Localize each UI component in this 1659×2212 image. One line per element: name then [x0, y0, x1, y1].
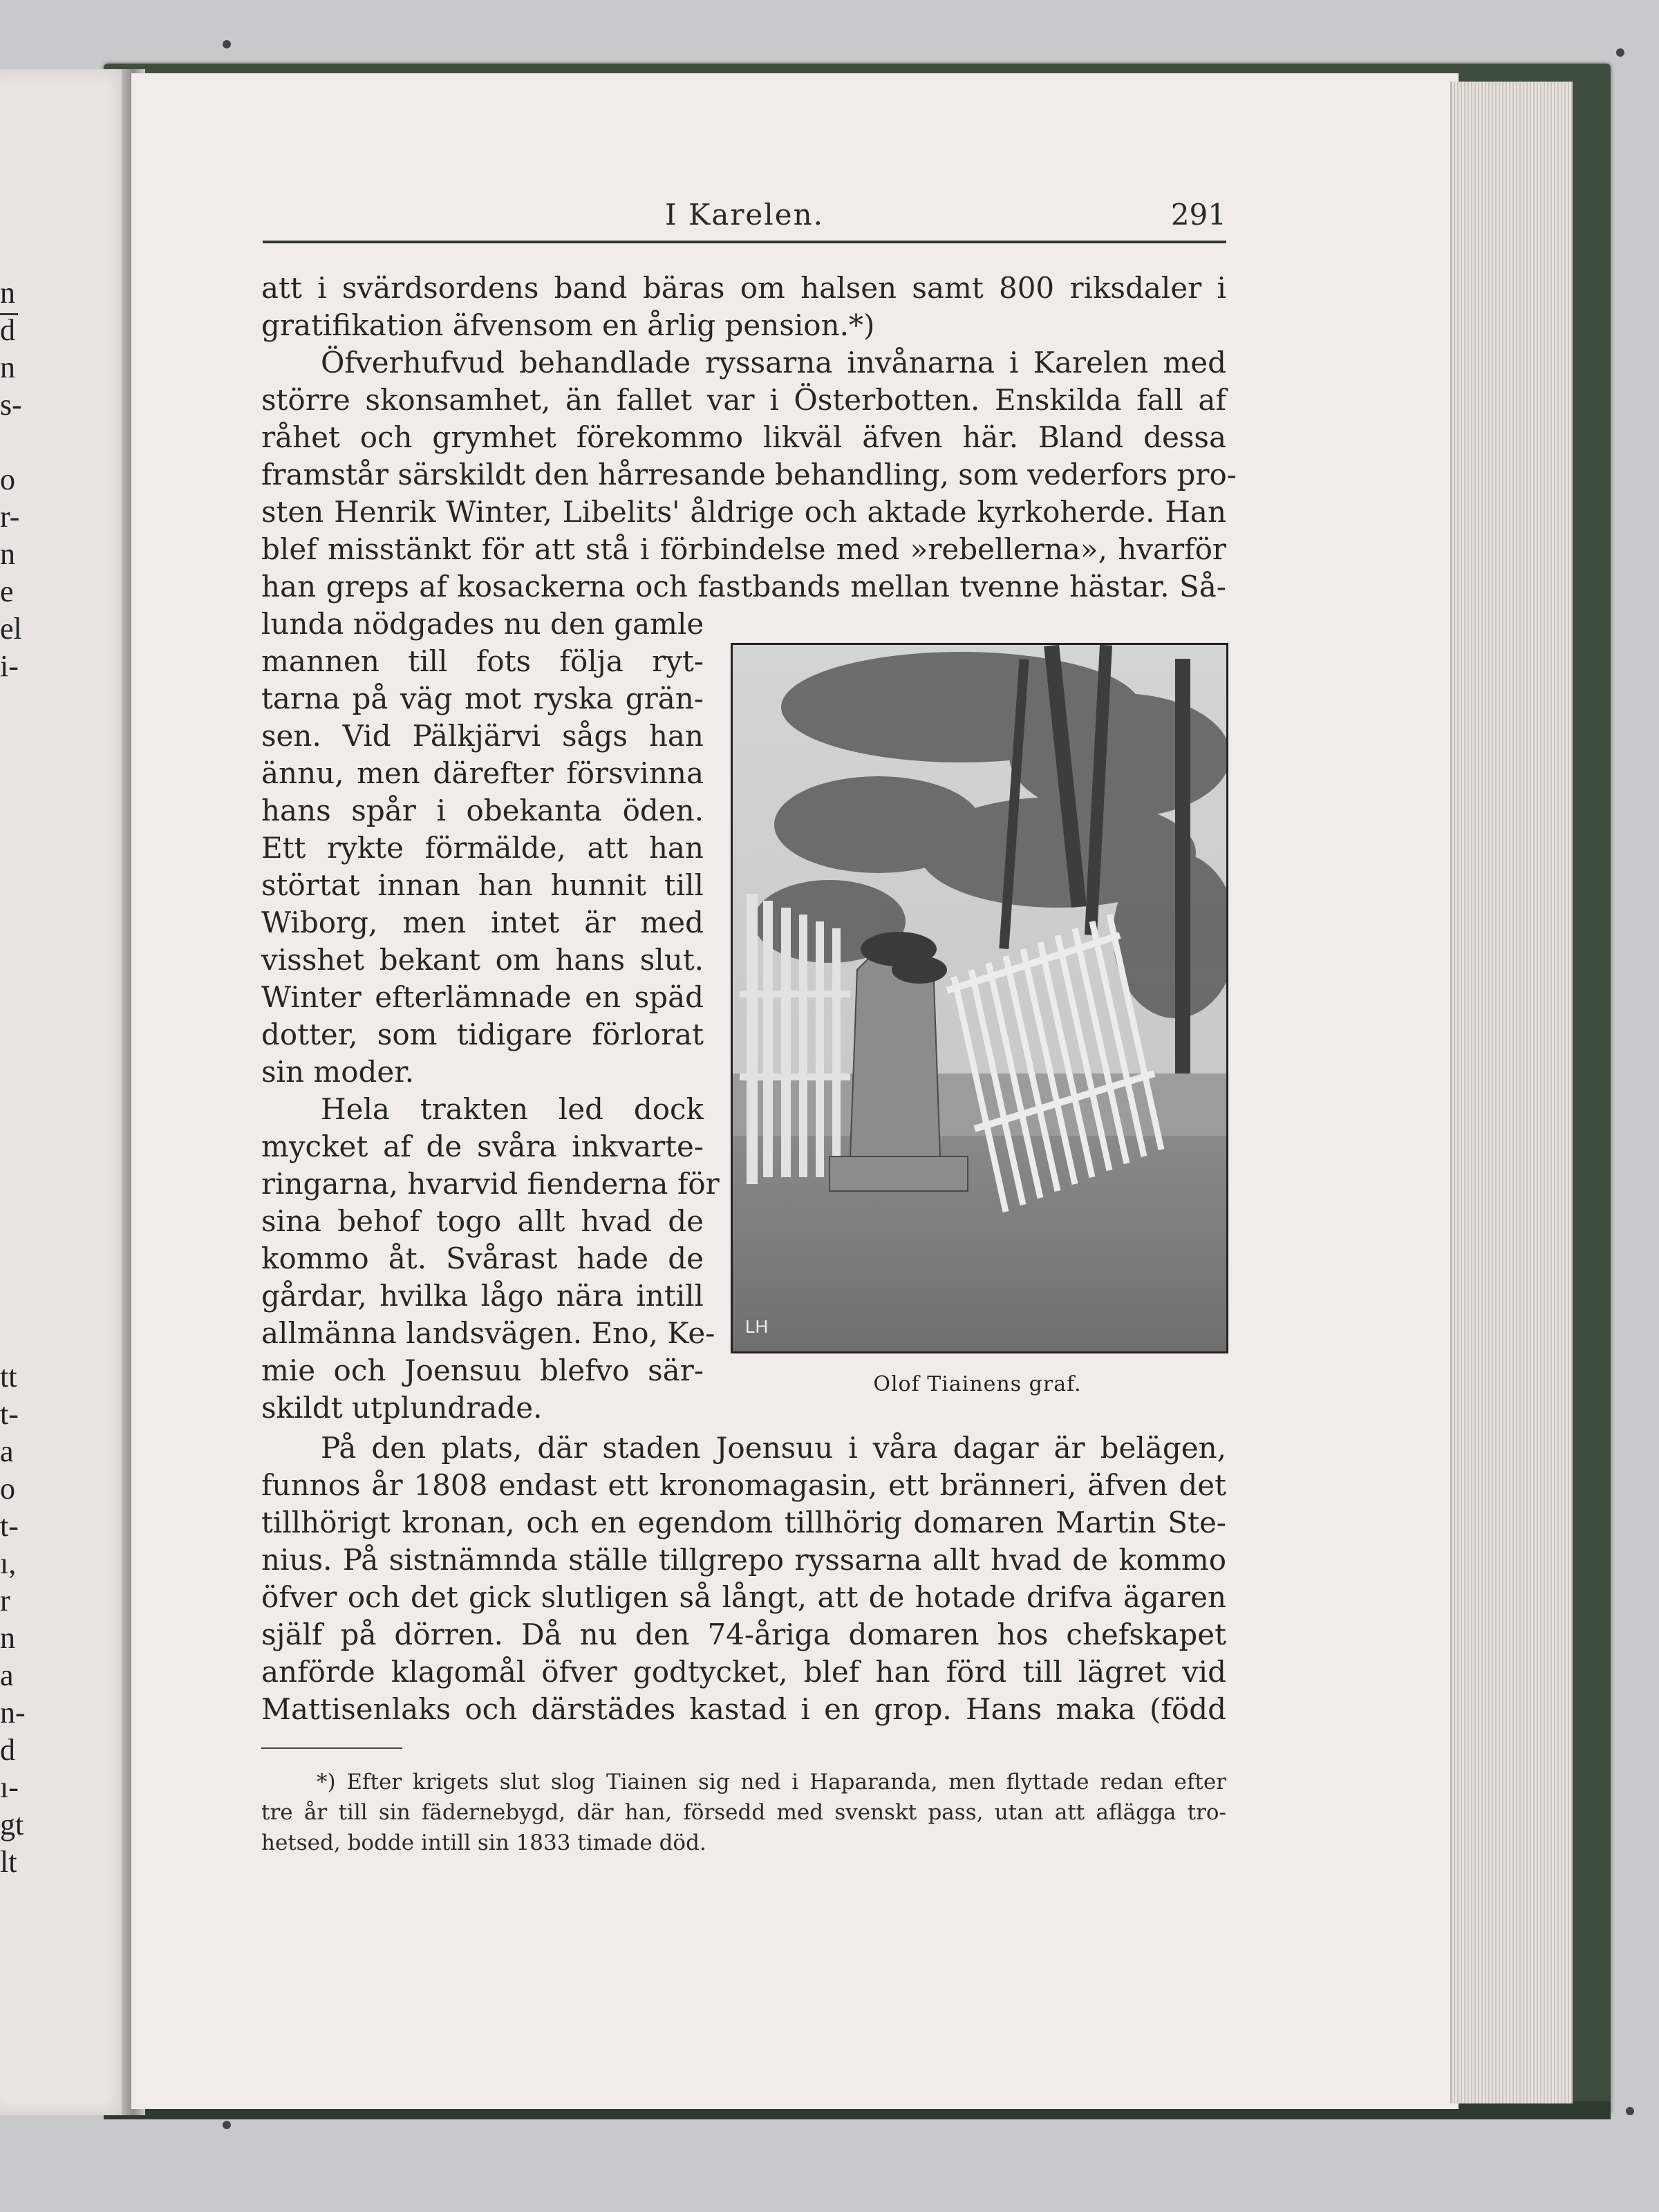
wrap-line: mannen till fots följa ryt-: [261, 644, 704, 678]
wrap-line: Ett rykte förmälde, att han: [261, 831, 704, 865]
left-page-fragment: el: [0, 612, 22, 646]
left-page-fragment: o: [0, 462, 15, 496]
page-number: 291: [1170, 198, 1226, 232]
body-line: större skonsamhet, än fallet var i Österbotten. Enskilda fall af: [261, 383, 1226, 417]
wrap-line: allmänna landsvägen. Eno, Ke-: [261, 1316, 715, 1350]
body-line: anförde klagomål öfver godtycket, blef han förd till lägret vid: [261, 1655, 1226, 1689]
footnote-rule: [261, 1747, 402, 1749]
wrap-line: hans spår i obekanta öden.: [261, 794, 704, 827]
left-page-fragment: tt: [0, 1360, 17, 1394]
body-line: öfver och det gick slutligen så långt, att de hotade drifva ägaren: [261, 1580, 1226, 1614]
left-page-fragment: n: [0, 1621, 15, 1655]
body-line: att i svärdsordens band bäras om halsen samt 800 riksdaler i: [261, 271, 1226, 305]
left-page-fragment: ı,: [0, 1546, 17, 1580]
pin-marker: [223, 40, 231, 48]
wrap-line: mie och Joensuu blefvo sär-: [261, 1353, 704, 1387]
running-header: [263, 198, 1226, 236]
body-line: funnos år 1808 endast ett kronomagasin, ett bränneri, äfven det: [261, 1468, 1226, 1502]
wrap-line: Wiborg, men intet är med: [261, 906, 704, 939]
body-line: gratifikation äfvensom en årlig pension.*): [261, 308, 875, 342]
left-page-fragment: t-: [0, 1509, 19, 1543]
wrap-line: ännu, men därefter försvinna: [261, 756, 704, 790]
left-page-fragment: o: [0, 1472, 15, 1506]
left-page-fragment: a: [0, 1658, 14, 1692]
wrap-line: Winter efterlämnade en späd: [261, 980, 704, 1014]
body-line: Öfverhufvud behandlade ryssarna invånarna i Karelen med: [321, 346, 1226, 379]
left-page-fragment: e: [0, 574, 14, 608]
left-page-fragment: gt: [0, 1808, 24, 1841]
body-line: Mattisenlaks och därstädes kastad i en grop. Hans maka (född: [261, 1692, 1226, 1726]
photo-monogram: LH: [745, 1316, 769, 1337]
left-page-fragment: t-: [0, 1397, 19, 1431]
pin-marker: [1616, 48, 1624, 57]
left-page-fragment: s-: [0, 388, 22, 422]
wrap-line: störtat innan han hunnit till: [261, 868, 704, 902]
wrap-line: ringarna, hvarvid fienderna för: [261, 1167, 720, 1201]
wrap-line: dotter, som tidigare förlorat: [261, 1018, 704, 1051]
left-page-fragment: n-: [0, 1696, 26, 1730]
left-page-fragment: n: [0, 537, 15, 571]
left-page: [0, 69, 133, 2115]
left-page-fragment: d: [0, 313, 15, 347]
header-title: I Karelen.: [665, 198, 824, 232]
wrap-line: kommo åt. Svårast hade de: [261, 1241, 704, 1275]
footnote-line: tre år till sin fädernebygd, där han, försedd med svenskt pass, utan att aflägga tro-: [261, 1800, 1226, 1825]
header-rule: [263, 241, 1226, 243]
body-line: han greps af kosackerna och fastbands mellan tvenne hästar. Så-: [261, 570, 1226, 603]
wrap-line: sin moder.: [261, 1055, 415, 1089]
wrap-line: sen. Vid Pälkjärvi sågs han: [261, 719, 704, 753]
left-page-fragment: lt: [0, 1845, 17, 1879]
left-page-fragment: a: [0, 1434, 14, 1468]
body-line: framstår särskildt den hårresande behandling, som vederfors pro-: [261, 458, 1237, 491]
footnote-line: hetsed, bodde intill sin 1833 timade död.: [261, 1830, 706, 1855]
wrap-line: Hela trakten led dock: [321, 1092, 704, 1126]
wrap-line: tarna på väg mot ryska grän-: [261, 682, 704, 715]
footnote-line: *) Efter krigets slut slog Tiainen sig ned i Haparanda, men flyttade redan efter: [317, 1770, 1226, 1794]
body-line: blef misstänkt för att stå i förbindelse med »rebellerna», hvarför: [261, 532, 1226, 566]
body-line: tillhörigt kronan, och en egendom tillhörig domaren Martin Ste-: [261, 1506, 1226, 1539]
wrap-line: visshet bekant om hans slut.: [261, 943, 704, 977]
left-page-fragment: n: [0, 276, 15, 310]
body-line: råhet och grymhet förekommo likväl äfven här. Bland dessa: [261, 420, 1226, 454]
body-line: själf på dörren. Då nu den 74-åriga domaren hos chefskapet: [261, 1618, 1226, 1651]
body-line: nius. På sistnämnda ställe tillgrepo ryssarna allt hvad de kommo: [261, 1543, 1226, 1577]
wrap-line: lunda nödgades nu den gamle: [261, 607, 704, 641]
pin-marker: [1626, 2107, 1634, 2115]
left-page-fragment: d: [0, 1733, 15, 1767]
grave-illustration: [733, 645, 1226, 1351]
wrap-line: skildt utplundrade.: [261, 1391, 543, 1425]
page-block-edges: [1450, 82, 1573, 2103]
wrap-line: mycket af de svåra inkvarte-: [261, 1130, 704, 1163]
wrap-line: sina behof togo allt hvad de: [261, 1204, 704, 1238]
left-page-fragment: r-: [0, 500, 20, 534]
left-page-fragment: i-: [0, 649, 19, 683]
left-page-fragment: n: [0, 350, 15, 384]
body-line: sten Henrik Winter, Libelits' åldrige och aktade kyrkoherde. Han: [261, 495, 1226, 529]
pin-marker: [223, 2121, 231, 2129]
figure-caption: Olof Tiainens graf.: [873, 1372, 1082, 1396]
wrap-line: gårdar, hvilka lågo nära intill: [261, 1279, 704, 1313]
body-line: På den plats, där staden Joensuu i våra dagar är belägen,: [321, 1431, 1226, 1465]
left-page-fragment: r: [0, 1584, 10, 1618]
left-page-fragment: ı-: [0, 1770, 19, 1804]
grave-photograph: [731, 643, 1228, 1353]
